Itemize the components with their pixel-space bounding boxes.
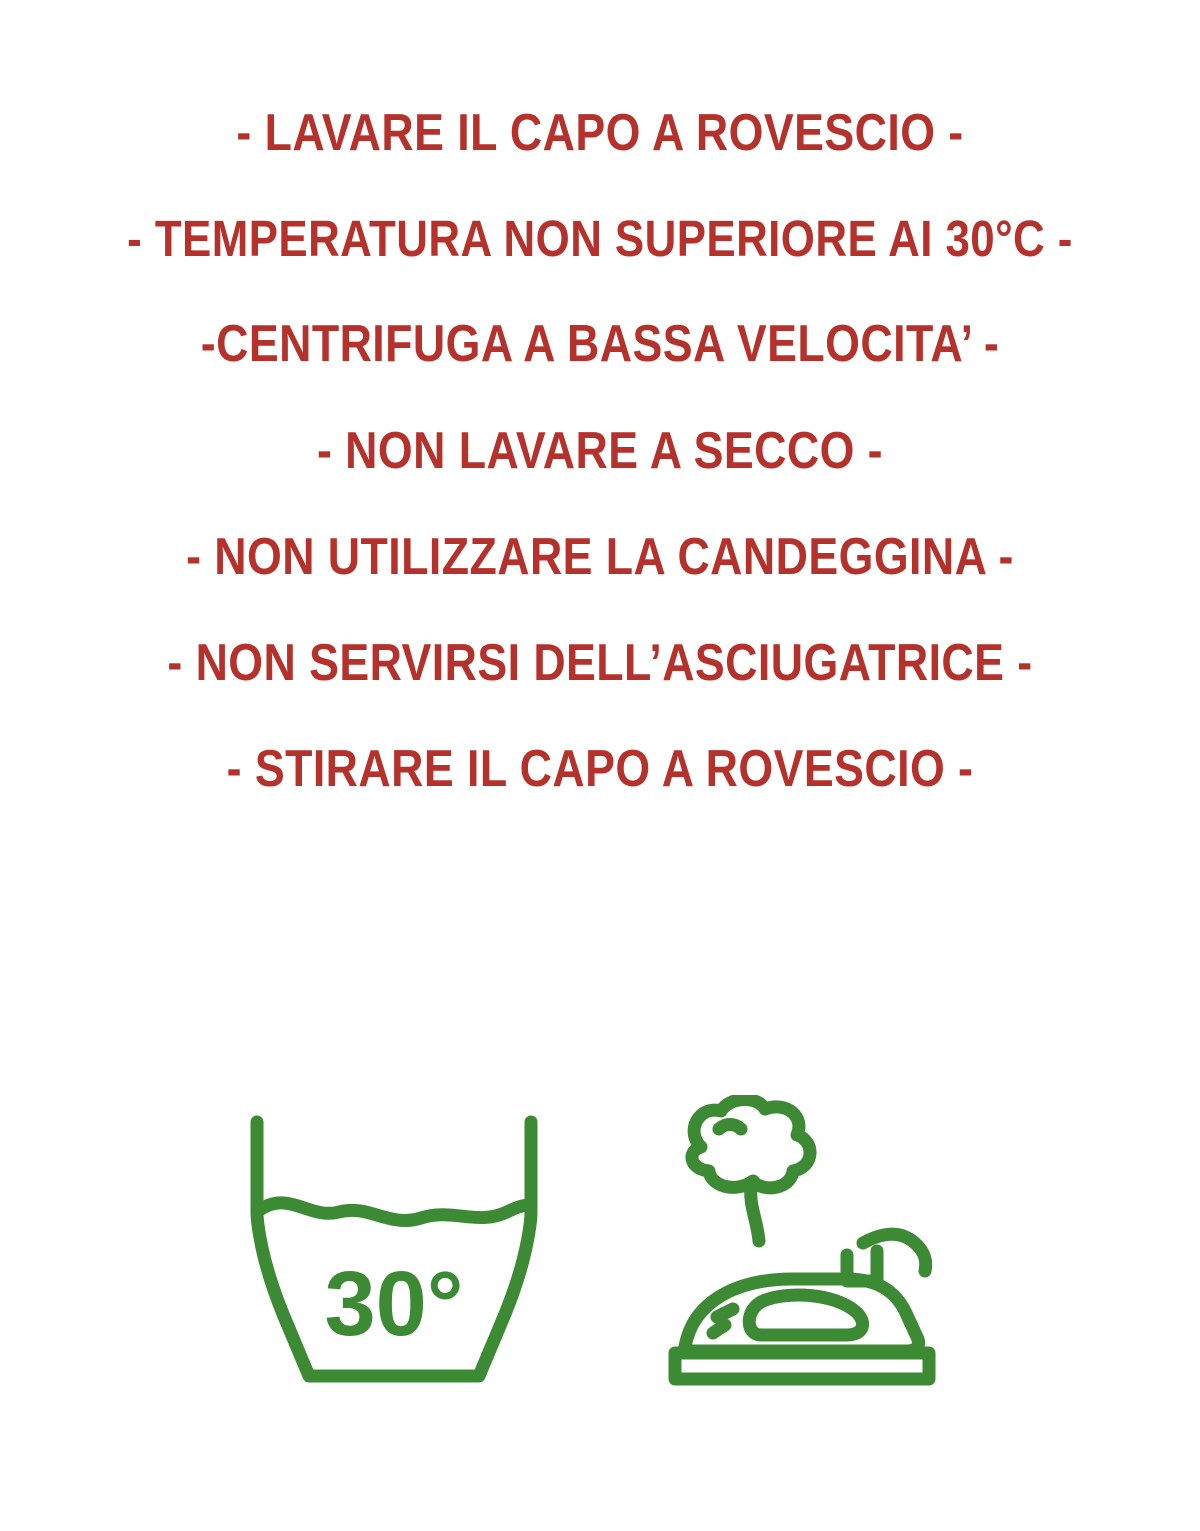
instruction-line-4: - NON LAVARE A SECCO - bbox=[317, 421, 883, 480]
instruction-line-3: -CENTRIFUGA A BASSA VELOCITA’ - bbox=[200, 315, 1000, 374]
instruction-list bbox=[0, 104, 1200, 847]
instruction-line-5: - NON UTILIZZARE LA CANDEGGINA - bbox=[186, 527, 1014, 586]
instruction-line-1: - LAVARE IL CAPO A ROVESCIO - bbox=[236, 104, 964, 162]
wash-tub-icon bbox=[239, 1100, 549, 1400]
wash-temperature-label: 30° bbox=[324, 1253, 464, 1355]
steam-iron-icon bbox=[641, 1095, 961, 1400]
instruction-line-2: - TEMPERATURA NON SUPERIORE AI 30°C - bbox=[127, 210, 1073, 268]
instruction-line-7: - STIRARE IL CAPO A ROVESCIO - bbox=[226, 740, 974, 799]
care-symbols bbox=[0, 1095, 1200, 1400]
instruction-line-6: - NON SERVIRSI DELL’ASCIUGATRICE - bbox=[167, 634, 1033, 693]
